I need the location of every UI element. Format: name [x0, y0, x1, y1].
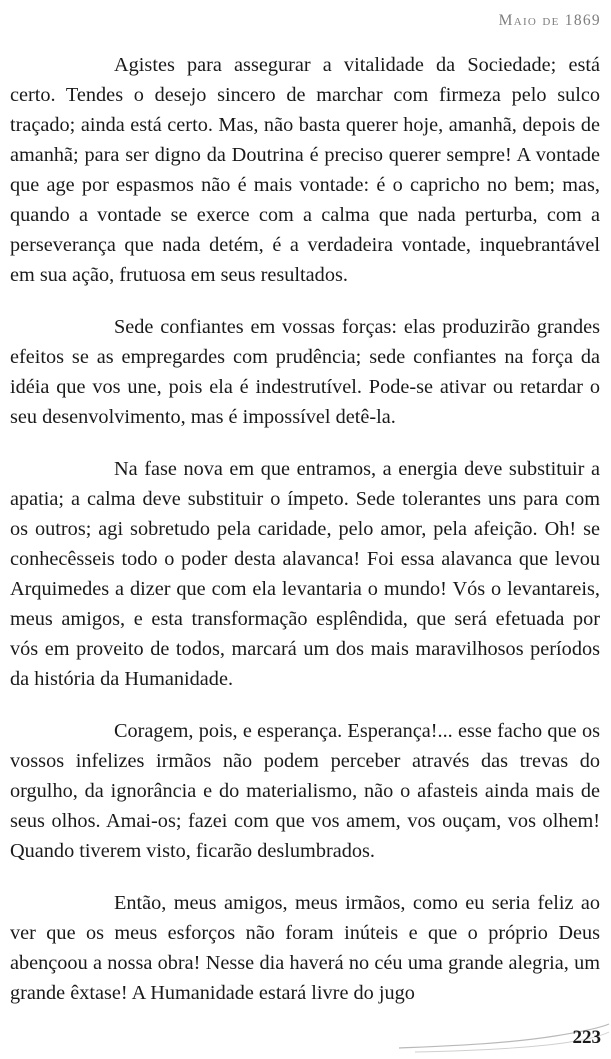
- paragraph-2: Sede confiantes em vossas forças: elas produzirão grandes efeitos se as empregardes com prudência; sede confiantes na força da idéia que vos une, pois ela é indestrutível. Pode-se ativar ou retardar o seu desenvolvimento, mas é impossível detê-la.: [10, 316, 600, 428]
- paragraph-5: Então, meus amigos, meus irmãos, como eu seria feliz ao ver que os meus esforços não foram inúteis e que o próprio Deus abençoou a nossa obra! Nesse dia haverá no céu uma grande alegria, um grande êxtase! A Humanidade estará livre do jugo: [10, 892, 600, 1004]
- page-body: [10, 50, 600, 1008]
- running-header: Maio de 1869: [498, 12, 601, 29]
- paragraph-1: Agistes para assegurar a vitalidade da Sociedade; está certo. Tendes o desejo sincero de marchar com firmeza pelo sulco traçado; ainda está certo. Mas, não basta querer hoje, amanhã, depois de amanhã; para ser digno da Doutrina é preciso querer sempre! A vontade que age por espasmos não é mais vontade: é o capricho no bem; mas, quando a vontade se exerce com a calma que nada perturba, com a perseverança que nada detém, é a verdadeira vontade, inquebrantável em sua ação, frutuosa em seus resultados.: [10, 54, 600, 286]
- page-number: 223: [572, 1027, 601, 1048]
- paragraph-4: Coragem, pois, e esperança. Esperança!... esse facho que os vossos infelizes irmãos não podem perceber através das trevas do orgulho, da ignorância e do materialismo, não o afasteis ainda mais de seus olhos. Amai-os; fazei com que vos amem, vos ouçam, vos olhem! Quando tiverem visto, ficarão deslumbrados.: [10, 720, 600, 862]
- paragraph-3: Na fase nova em que entramos, a energia deve substituir a apatia; a calma deve substituir o ímpeto. Sede tolerantes uns para com os outros; agi sobretudo pela caridade, pelo amor, pela afeição. Oh! se conhecêsseis todo o poder desta alavanca! Foi essa alavanca que levou Arquimedes a dizer que com ela levantaria o mundo! Vós o levantareis, meus amigos, e esta transformação esplêndida, que será efetuada por vós em proveito de todos, marcará um dos mais maravilhosos períodos da história da Humanidade.: [10, 458, 600, 690]
